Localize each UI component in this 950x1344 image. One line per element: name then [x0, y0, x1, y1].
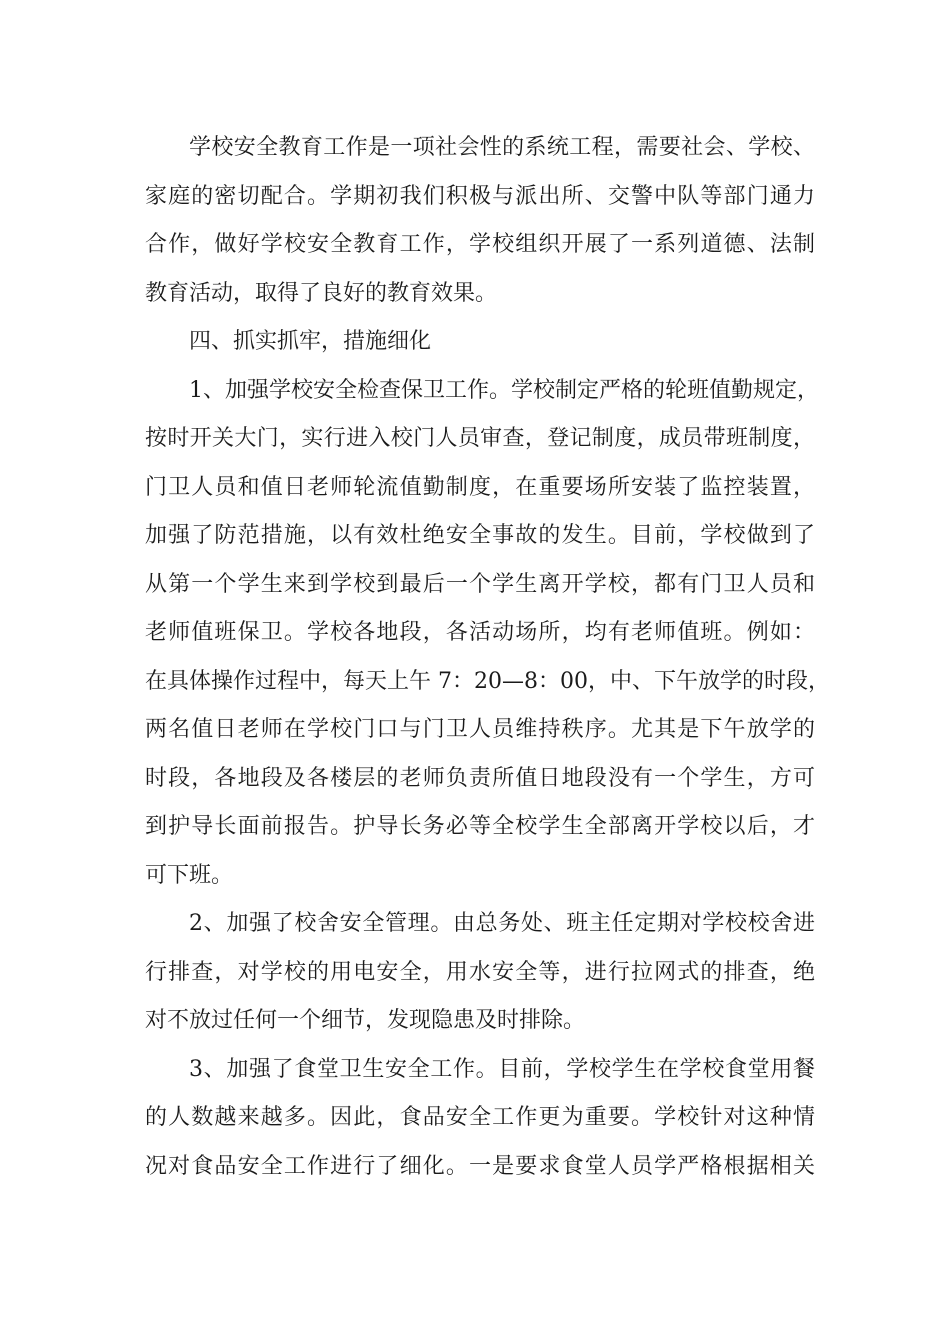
paragraph-intro	[145, 124, 815, 318]
text-line: 老师值班保卫。学校各地段，各活动场所，均有老师值班。例如：	[145, 620, 815, 645]
text-line: 时段，各地段及各楼层的老师负责所值日地段没有一个学生，方可	[145, 765, 815, 791]
section-heading	[145, 318, 815, 367]
text-line: 3、加强了食堂卫生安全工作。目前，学校学生在学校食堂用餐	[189, 1056, 815, 1082]
text-line: 学校安全教育工作是一项社会性的系统工程，需要社会、学校、	[189, 135, 815, 160]
text-line: 在具体操作过程中，每天上午 7：20—8：00，中、下午放学的时段，	[145, 668, 830, 694]
paragraph-item-3	[145, 1046, 815, 1192]
text-line: 合作，做好学校安全教育工作，学校组织开展了一系列道德、法制	[145, 232, 815, 257]
text-line: 对不放过任何一个细节，发现隐患及时排除。	[145, 1008, 586, 1033]
paragraph-item-1	[145, 367, 830, 901]
text-line: 两名值日老师在学校门口与门卫人员维持秩序。尤其是下午放学的	[145, 717, 815, 742]
text-line: 教育活动，取得了良好的教育效果。	[145, 280, 498, 306]
text-line: 到护导长面前报告。护导长务必等全校学生全部离开学校以后，才	[145, 814, 815, 839]
text-line: 可下班。	[145, 862, 234, 888]
paragraph-item-2	[145, 900, 815, 1046]
text-line: 况对食品安全工作进行了细化。一是要求食堂人员学严格根据相关	[145, 1153, 815, 1179]
text-line: 加强了防范措施，以有效杜绝安全事故的发生。目前，学校做到了	[145, 523, 815, 548]
text-line: 家庭的密切配合。学期初我们积极与派出所、交警中队等部门通力	[145, 183, 815, 209]
text-line: 行排查，对学校的用电安全，用水安全等，进行拉网式的排查，绝	[145, 959, 815, 985]
text-line: 1、加强学校安全检查保卫工作。学校制定严格的轮班值勤规定，	[189, 377, 819, 403]
text-line: 按时开关大门，实行进入校门人员审查，登记制度，成员带班制度，	[145, 426, 815, 451]
heading-text: 四、抓实抓牢，措施细化	[189, 329, 432, 354]
text-line: 从第一个学生来到学校到最后一个学生离开学校，都有门卫人员和	[145, 571, 815, 597]
text-line: 门卫人员和值日老师轮流值勤制度，在重要场所安装了监控装置，	[145, 474, 815, 500]
text-line: 的人数越来越多。因此，食品安全工作更为重要。学校针对这种情	[145, 1105, 815, 1130]
text-line: 2、加强了校舍安全管理。由总务处、班主任定期对学校校舍进	[189, 911, 815, 936]
document-body	[145, 124, 830, 1191]
